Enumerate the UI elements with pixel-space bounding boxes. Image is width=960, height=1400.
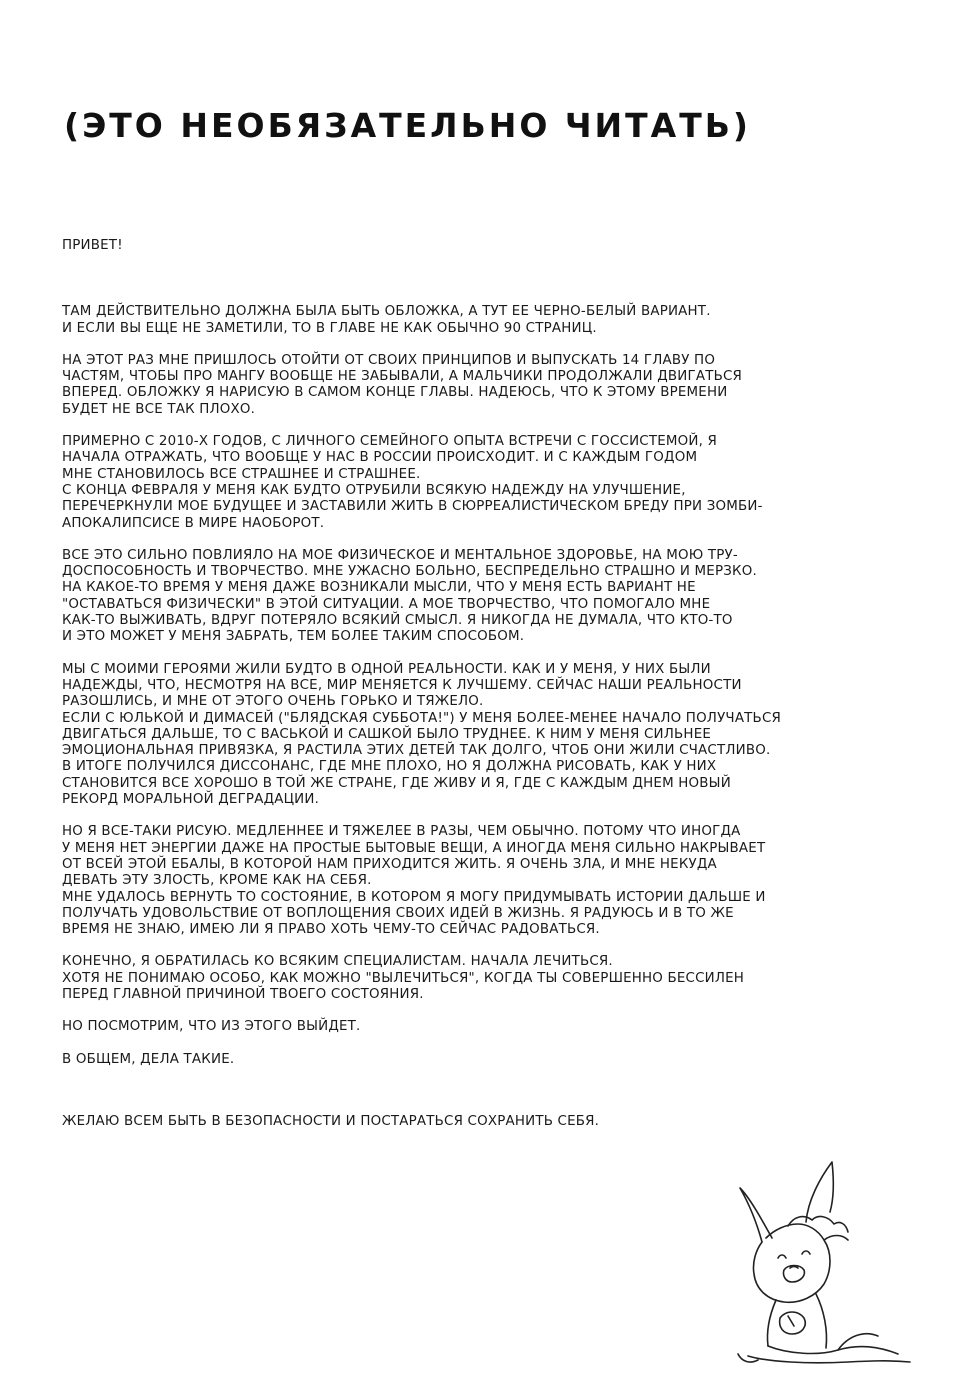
paragraph bbox=[62, 662, 912, 809]
text-line: В ОБЩЕМ, ДЕЛА ТАКИЕ. bbox=[62, 1051, 235, 1067]
text-line: У МЕНЯ НЕТ ЭНЕРГИИ ДАЖЕ НА ПРОСТЫЕ БЫТОВЫЕ ВЕЩИ, А ИНОГДА МЕНЯ СИЛЬНО НАКРЫВАЕТ bbox=[62, 840, 766, 856]
text-line: КОНЕЧНО, Я ОБРАТИЛАСЬ КО ВСЯКИМ СПЕЦИАЛИСТАМ. НАЧАЛА ЛЕЧИТЬСЯ. bbox=[62, 954, 613, 970]
text-line: МЫ С МОИМИ ГЕРОЯМИ ЖИЛИ БУДТО В ОДНОЙ РЕАЛЬНОСТИ. КАК И У МЕНЯ, У НИХ БЫЛИ bbox=[62, 661, 711, 677]
text-line: ВСЕ ЭТО СИЛЬНО ПОВЛИЯЛО НА МОЕ ФИЗИЧЕСКОЕ И МЕНТАЛЬНОЕ ЗДОРОВЬЕ, НА МОЮ ТРУ- bbox=[62, 547, 738, 563]
paragraph bbox=[62, 954, 912, 1003]
letter-body bbox=[62, 238, 912, 1130]
text-line: ЭМОЦИОНАЛЬНАЯ ПРИВЯЗКА, Я РАСТИЛА ЭТИХ ДЕТЕЙ ТАК ДОЛГО, ЧТОБ ОНИ ЖИЛИ СЧАСТЛИВО. bbox=[62, 743, 771, 759]
text-line: ВРЕМЯ НЕ ЗНАЮ, ИМЕЮ ЛИ Я ПРАВО ХОТЬ ЧЕМУ-ТО СЕЙЧАС РАДОВАТЬСЯ. bbox=[62, 922, 600, 938]
text-line: ПОЛУЧАТЬ УДОВОЛЬСТВИЕ ОТ ВОПЛОЩЕНИЯ СВОИХ ИДЕЙ В ЖИЗНЬ. Я РАДУЮСЬ И В ТО ЖЕ bbox=[62, 905, 734, 921]
text-line: МНЕ УДАЛОСЬ ВЕРНУТЬ ТО СОСТОЯНИЕ, В КОТОРОМ Я МОГУ ПРИДУМЫВАТЬ ИСТОРИИ ДАЛЬШЕ И bbox=[62, 889, 766, 905]
text-line: НО ПОСМОТРИМ, ЧТО ИЗ ЭТОГО ВЫЙДЕТ. bbox=[62, 1019, 361, 1035]
text-line: РАЗОШЛИСЬ, И МНЕ ОТ ЭТОГО ОЧЕНЬ ГОРЬКО И ТЯЖЕЛО. bbox=[62, 694, 484, 710]
paragraph bbox=[62, 1052, 912, 1068]
text-line: ТАМ ДЕЙСТВИТЕЛЬНО ДОЛЖНА БЫЛА БЫТЬ ОБЛОЖКА, А ТУТ ЕЕ ЧЕРНО-БЕЛЫЙ ВАРИАНТ. bbox=[62, 304, 711, 320]
text-line: БУДЕТ НЕ ВСЕ ТАК ПЛОХО. bbox=[62, 401, 256, 417]
paragraph bbox=[62, 548, 912, 646]
paragraph bbox=[62, 434, 912, 532]
closing-line: ЖЕЛАЮ ВСЕМ БЫТЬ В БЕЗОПАСНОСТИ И ПОСТАРАТЬСЯ СОХРАНИТЬ СЕБЯ. bbox=[62, 1113, 600, 1129]
text-line: И ЭТО МОЖЕТ У МЕНЯ ЗАБРАТЬ, ТЕМ БОЛЕЕ ТАКИМ СПОСОБОМ. bbox=[62, 629, 525, 645]
text-line: ДВИГАТЬСЯ ДАЛЬШЕ, ТО С ВАСЬКОЙ И САШКОЙ БЫЛО ТРУДНЕЕ. К НИМ У МЕНЯ СИЛЬНЕЕ bbox=[62, 726, 712, 742]
text-line: ЕСЛИ С ЮЛЬКОЙ И ДИМАСЕЙ ("БЛЯДСКАЯ СУББОТА!") У МЕНЯ БОЛЕЕ-МЕНЕЕ НАЧАЛО ПОЛУЧАТЬСЯ bbox=[62, 710, 781, 726]
text-line: ХОТЯ НЕ ПОНИМАЮ ОСОБО, КАК МОЖНО "ВЫЛЕЧИТЬСЯ", КОГДА ТЫ СОВЕРШЕННО БЕССИЛЕН bbox=[62, 970, 745, 986]
text-line: НАДЕЖДЫ, ЧТО, НЕСМОТРЯ НА ВСЕ, МИР МЕНЯЕТСЯ К ЛУЧШЕМУ. СЕЙЧАС НАШИ РЕАЛЬНОСТИ bbox=[62, 677, 742, 693]
text-line: С КОНЦА ФЕВРАЛЯ У МЕНЯ КАК БУДТО ОТРУБИЛИ ВСЯКУЮ НАДЕЖДУ НА УЛУЧШЕНИЕ, bbox=[62, 482, 686, 498]
text-line: ПРИМЕРНО С 2010-Х ГОДОВ, С ЛИЧНОГО СЕМЕЙНОГО ОПЫТА ВСТРЕЧИ С ГОССИСТЕМОЙ, Я bbox=[62, 434, 717, 450]
paragraph bbox=[62, 824, 912, 938]
text-line: МНЕ СТАНОВИЛОСЬ ВСЕ СТРАШНЕЕ И СТРАШНЕЕ. bbox=[62, 466, 421, 482]
paragraph bbox=[62, 304, 912, 337]
text-line: ОТ ВСЕЙ ЭТОЙ ЕБАЛЫ, В КОТОРОЙ НАМ ПРИХОДИТСЯ ЖИТЬ. Я ОЧЕНЬ ЗЛА, И МНЕ НЕКУДА bbox=[62, 856, 717, 872]
paragraph bbox=[62, 1019, 912, 1035]
page-title: (ЭТО НЕОБЯЗАТЕЛЬНО ЧИТАТЬ) bbox=[64, 106, 751, 145]
greeting: ПРИВЕТ! bbox=[62, 238, 123, 253]
text-line: ЧАСТЯМ, ЧТОБЫ ПРО МАНГУ ВООБЩЕ НЕ ЗАБЫВАЛИ, А МАЛЬЧИКИ ПРОДОЛЖАЛИ ДВИГАТЬСЯ bbox=[62, 369, 743, 385]
text-line: СТАНОВИТСЯ ВСЕ ХОРОШО В ТОЙ ЖЕ СТРАНЕ, ГДЕ ЖИВУ И Я, ГДЕ С КАЖДЫМ ДНЕМ НОВЫЙ bbox=[62, 775, 731, 791]
text-line: ВПЕРЕД. ОБЛОЖКУ Я НАРИСУЮ В САМОМ КОНЦЕ ГЛАВЫ. НАДЕЮСЬ, ЧТО К ЭТОМУ ВРЕМЕНИ bbox=[62, 385, 728, 401]
text-line: ПЕРЕЧЕРКНУЛИ МОЕ БУДУЩЕЕ И ЗАСТАВИЛИ ЖИТЬ В СЮРРЕАЛИСТИЧЕСКОМ БРЕДУ ПРИ ЗОМБИ- bbox=[62, 499, 763, 515]
text-line: ДЕВАТЬ ЭТУ ЗЛОСТЬ, КРОМЕ КАК НА СЕБЯ. bbox=[62, 873, 372, 889]
text-line: НА ЭТОТ РАЗ МНЕ ПРИШЛОСЬ ОТОЙТИ ОТ СВОИХ ПРИНЦИПОВ И ВЫПУСКАТЬ 14 ГЛАВУ ПО bbox=[62, 352, 716, 368]
paragraph bbox=[62, 353, 912, 418]
text-line: "ОСТАВАТЬСЯ ФИЗИЧЕСКИ" В ЭТОЙ СИТУАЦИИ. А МОЕ ТВОРЧЕСТВО, ЧТО ПОМОГАЛО МНЕ bbox=[62, 596, 711, 612]
letter-paragraphs bbox=[62, 304, 912, 1068]
text-line: И ЕСЛИ ВЫ ЕЩЕ НЕ ЗАМЕТИЛИ, ТО В ГЛАВЕ НЕ КАК ОБЫЧНО 90 СТРАНИЦ. bbox=[62, 320, 597, 336]
text-line: ПЕРЕД ГЛАВНОЙ ПРИЧИНОЙ ТВОЕГО СОСТОЯНИЯ. bbox=[62, 986, 424, 1002]
text-line: НА КАКОЕ-ТО ВРЕМЯ У МЕНЯ ДАЖЕ ВОЗНИКАЛИ МЫСЛИ, ЧТО У МЕНЯ ЕСТЬ ВАРИАНТ НЕ bbox=[62, 580, 696, 596]
fox-doodle-illustration bbox=[728, 1150, 918, 1370]
text-line: КАК-ТО ВЫЖИВАТЬ, ВДРУГ ПОТЕРЯЛО ВСЯКИЙ СМЫСЛ. Я НИКОГДА НЕ ДУМАЛА, ЧТО КТО-ТО bbox=[62, 613, 733, 629]
text-line: РЕКОРД МОРАЛЬНОЙ ДЕГРАДАЦИИ. bbox=[62, 792, 320, 808]
text-line: АПОКАЛИПСИСЕ В МИРЕ НАОБОРОТ. bbox=[62, 515, 325, 531]
text-line: НО Я ВСЕ-ТАКИ РИСУЮ. МЕДЛЕННЕЕ И ТЯЖЕЛЕЕ В РАЗЫ, ЧЕМ ОБЫЧНО. ПОТОМУ ЧТО ИНОГДА bbox=[62, 824, 741, 840]
text-line: В ИТОГЕ ПОЛУЧИЛСЯ ДИССОНАНС, ГДЕ МНЕ ПЛОХО, НО Я ДОЛЖНА РИСОВАТЬ, КАК У НИХ bbox=[62, 759, 717, 775]
text-line: НАЧАЛА ОТРАЖАТЬ, ЧТО ВООБЩЕ У НАС В РОССИИ ПРОИСХОДИТ. И С КАЖДЫМ ГОДОМ bbox=[62, 450, 698, 466]
text-line: ДОСПОСОБНОСТЬ И ТВОРЧЕСТВО. МНЕ УЖАСНО БОЛЬНО, БЕСПРЕДЕЛЬНО СТРАШНО И МЕРЗКО. bbox=[62, 564, 757, 580]
